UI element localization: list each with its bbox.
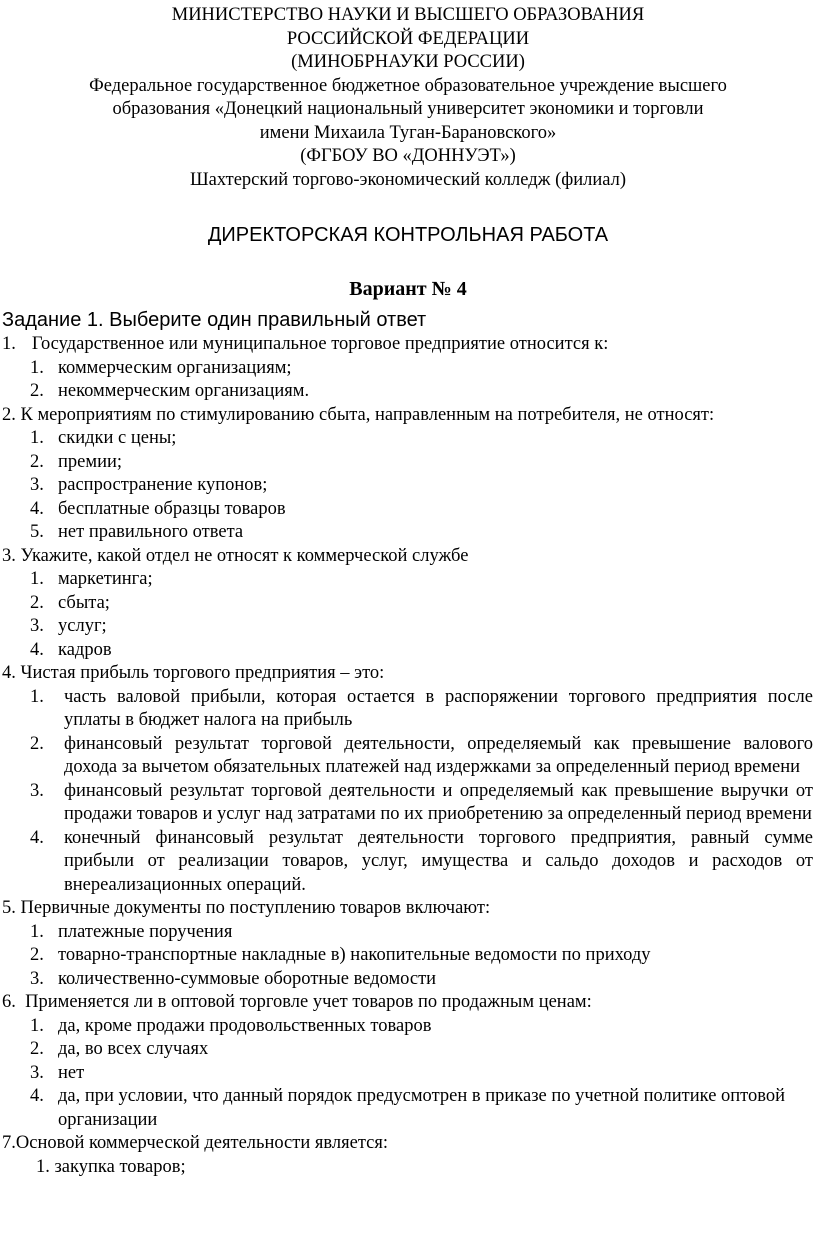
header-line: МИНИСТЕРСТВО НАУКИ И ВЫСШЕГО ОБРАЗОВАНИЯ [171, 5, 645, 25]
header-line: имени Михаила Туган-Барановского» [259, 122, 557, 143]
answer-text: услуг; [58, 616, 107, 636]
answer-number: 1. [30, 686, 44, 707]
question-text: Укажите, какой отдел не относят к коммерческой службе [20, 545, 469, 566]
answer-number: 1. [36, 1156, 50, 1177]
answer-number: 2. [30, 1039, 44, 1059]
question-text: Первичные документы по поступлению товаров включают: [20, 898, 491, 918]
answer-text: количественно-суммовые оборотные ведомости [58, 968, 437, 989]
task-heading: Задание 1. Выберите один правильный ответ [2, 309, 427, 331]
answer-text: скидки с цены; [58, 428, 177, 448]
answer-option [30, 1015, 816, 1039]
header-line: Федеральное государственное бюджетное образовательное учреждение высшего [89, 75, 727, 96]
answer-option [30, 474, 816, 498]
question-text: Чистая прибыль торгового предприятия – это: [20, 663, 385, 683]
answer-number: 5. [30, 522, 44, 542]
answer-number: 2. [30, 733, 44, 754]
question-number: 7. [2, 1133, 16, 1153]
question-text: Применяется ли в оптовой торговле учет товаров по продажным ценам: [25, 992, 592, 1012]
answer-text: кадров [58, 639, 112, 660]
header-block [0, 0, 816, 192]
answer-number: 1. [30, 1015, 44, 1036]
answer-text: финансовый результат торговой деятельности, определяемый как превышение валового дохода за вычетом обязательных платежей над издержками за определенный период времени [64, 733, 813, 777]
answer-text: распространение купонов; [58, 475, 268, 495]
answer-text: закупка товаров; [54, 1156, 186, 1177]
answer-text: финансовый результат торговой деятельности и определяемый как превышение выручки от продажи товаров и услуг над затратами по их приобретению за определенный период времени [64, 780, 813, 824]
answer-text: часть валовой прибыли, которая остается в распоряжении торгового предприятия после уплаты в бюджет налога на прибыль [64, 686, 813, 730]
answer-option [30, 357, 816, 381]
answer-number: 3. [30, 780, 44, 801]
question-text: Основой коммерческой деятельности является: [15, 1133, 389, 1153]
answer-number: 4. [30, 498, 44, 519]
answer-text: да, кроме продажи продовольственных товаров [58, 1015, 432, 1036]
question-number: 2. [2, 404, 16, 425]
question-text: Государственное или муниципальное торговое предприятие относится к: [31, 334, 609, 354]
answer-number: 3. [30, 475, 44, 495]
header-line: Шахтерский торгово-экономический колледж (филиал) [189, 169, 627, 190]
answer-option [30, 686, 813, 733]
answer-option [30, 1038, 816, 1062]
answer-option [30, 427, 816, 451]
answer-option [30, 827, 813, 898]
answer-number: 1. [30, 569, 44, 589]
answer-number: 1. [30, 357, 44, 378]
answer-option [30, 968, 816, 992]
answer-text: да, при условии, что данный порядок предусмотрен в приказе по учетной политике оптовой организации [58, 1086, 786, 1130]
answer-number: 4. [30, 1086, 44, 1106]
answer-number: 4. [30, 639, 44, 660]
document-title: ДИРЕКТОРСКАЯ КОНТРОЛЬНАЯ РАБОТА [207, 224, 609, 246]
answer-option [30, 498, 816, 522]
question-number: 3. [2, 545, 16, 566]
answer-option [30, 944, 816, 968]
question-number: 5. [2, 898, 16, 918]
question-number: 4. [2, 663, 16, 683]
answer-number: 4. [30, 827, 44, 848]
answer-text: бесплатные образцы товаров [58, 498, 286, 519]
question-number: 1. [2, 334, 16, 354]
answer-option [30, 1085, 814, 1132]
header-line: (МИНОБРНАУКИ РОССИИ) [291, 52, 525, 72]
answer-text: платежные поручения [58, 921, 233, 942]
answer-text: сбыта; [58, 592, 110, 613]
answer-option [30, 380, 816, 404]
answer-text: нет правильного ответа [58, 522, 244, 542]
answer-number: 3. [30, 1062, 44, 1083]
header-line: (ФГБОУ ВО «ДОННУЭТ») [300, 146, 516, 166]
answer-option [30, 1062, 816, 1086]
answer-number: 2. [30, 451, 44, 472]
question [0, 991, 816, 1015]
answer-option [30, 615, 816, 639]
variant-heading: Вариант № 4 [349, 278, 467, 300]
answer-text: товарно-транспортные накладные в) накопительные ведомости по приходу [58, 945, 651, 965]
question-number: 6. [2, 992, 16, 1012]
answer-number: 2. [30, 592, 44, 613]
answer-option [30, 733, 813, 780]
question [0, 333, 816, 357]
question [0, 545, 816, 569]
answer-option [30, 451, 816, 475]
answer-text: премии; [58, 451, 123, 472]
answer-number: 3. [30, 616, 44, 636]
header-line: образования «Донецкий национальный университет экономики и торговли [112, 99, 704, 119]
answer-option [36, 1156, 816, 1180]
question-text: К мероприятиям по стимулированию сбыта, направленным на потребителя, не относят: [20, 404, 715, 425]
answer-option [30, 592, 816, 616]
answer-text: да, во всех случаях [58, 1039, 209, 1059]
answer-number: 2. [30, 945, 44, 965]
question [0, 1132, 816, 1156]
question [0, 404, 816, 428]
header-line: РОССИЙСКОЙ ФЕДЕРАЦИИ [286, 28, 530, 49]
answer-text: некоммерческим организациям. [58, 381, 310, 401]
answer-option [30, 568, 816, 592]
question [0, 662, 816, 686]
answer-text: нет [58, 1062, 85, 1083]
answer-number: 1. [30, 921, 44, 942]
answer-number: 3. [30, 968, 44, 989]
answer-option [30, 639, 816, 663]
answer-text: коммерческим организациям; [58, 357, 292, 378]
answer-text: маркетинга; [58, 569, 153, 589]
question [0, 897, 816, 921]
answer-option [30, 780, 813, 827]
answer-number: 2. [30, 381, 44, 401]
answer-text: конечный финансовый результат деятельности торгового предприятия, равный сумме прибыли от реализации товаров, услуг, имущества и сальдо доходов и расходов от внереализационных операций. [64, 827, 813, 895]
answer-option [30, 921, 816, 945]
answer-option [30, 521, 816, 545]
answer-number: 1. [30, 428, 44, 448]
